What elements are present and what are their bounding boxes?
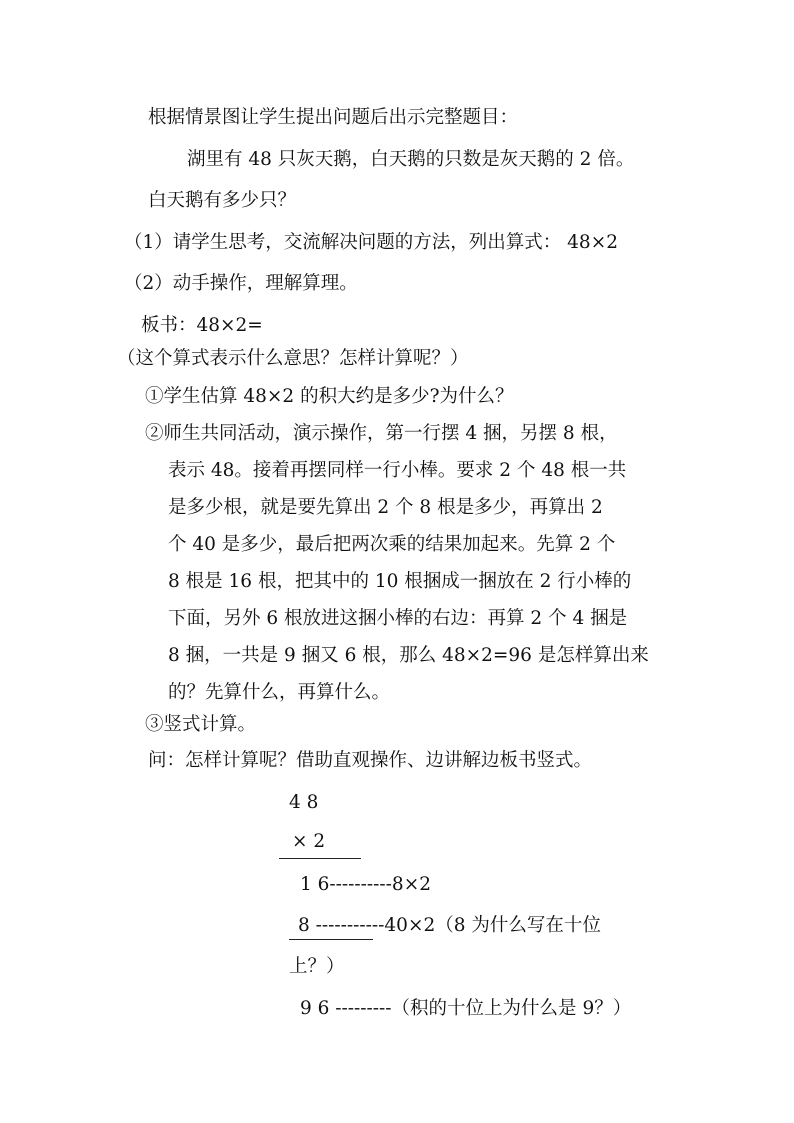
calc-partial-2-cont: 上？） — [289, 956, 345, 977]
calc-result: 9 6 ---------（积的十位上为什么是 9？） — [300, 998, 632, 1019]
activity-line: 8 捆，一共是 9 捆又 6 根，那么 48×2=96 是怎样算出来 — [168, 645, 649, 666]
activity-line: 下面，另外 6 根放进这捆小棒的右边：再算 2 个 4 捆是 — [168, 608, 628, 629]
problem-line-1: 湖里有 48 只灰天鹅，白天鹅的只数是灰天鹅的 2 倍。 — [187, 149, 635, 170]
intro-text: 根据情景图让学生提出问题后出示完整题目： — [148, 107, 519, 128]
question-text: （这个算式表示什么意思？怎样计算呢？） — [117, 348, 469, 369]
activity-line: 的？先算什么，再算什么。 — [168, 682, 391, 703]
activity-line: ②师生共同活动，演示操作，第一行摆 4 捆，另摆 8 根， — [145, 423, 618, 444]
vertical-question: 问：怎样计算呢？借助直观操作、边讲解边板书竖式。 — [148, 750, 593, 771]
calc-partial-1: 1 6----------8×2 — [300, 874, 431, 895]
board-text: 板书：48×2= — [141, 315, 263, 336]
activity-line: 8 根是 16 根，把其中的 10 根捆成一捆放在 2 行小棒的 — [168, 571, 632, 592]
problem-line-2: 白天鹅有多少只？ — [148, 190, 297, 211]
estimate-text: ①学生估算 48×2 的积大约是多少?为什么？ — [145, 386, 514, 407]
calc-rule-2 — [289, 939, 373, 940]
activity-line: 个 40 是多少，最后把两次乘的结果加起来。先算 2 个 — [168, 534, 616, 555]
calc-rule-1 — [279, 858, 361, 859]
calc-multiplier: × 2 — [292, 831, 326, 852]
calc-multiplicand: 4 8 — [289, 792, 319, 813]
vertical-heading: ③竖式计算。 — [145, 714, 257, 735]
calc-partial-2: 8 -----------40×2（8 为什么写在十位 — [298, 915, 601, 936]
step-1: （1）请学生思考，交流解决问题的方法，列出算式： 48×2 — [124, 232, 618, 253]
activity-line: 表示 48。接着再摆同样一行小棒。要求 2 个 48 根一共 — [168, 460, 627, 481]
activity-line: 是多少根，就是要先算出 2 个 8 根是多少，再算出 2 — [168, 497, 603, 518]
step-2: （2）动手操作，理解算理。 — [124, 273, 358, 294]
